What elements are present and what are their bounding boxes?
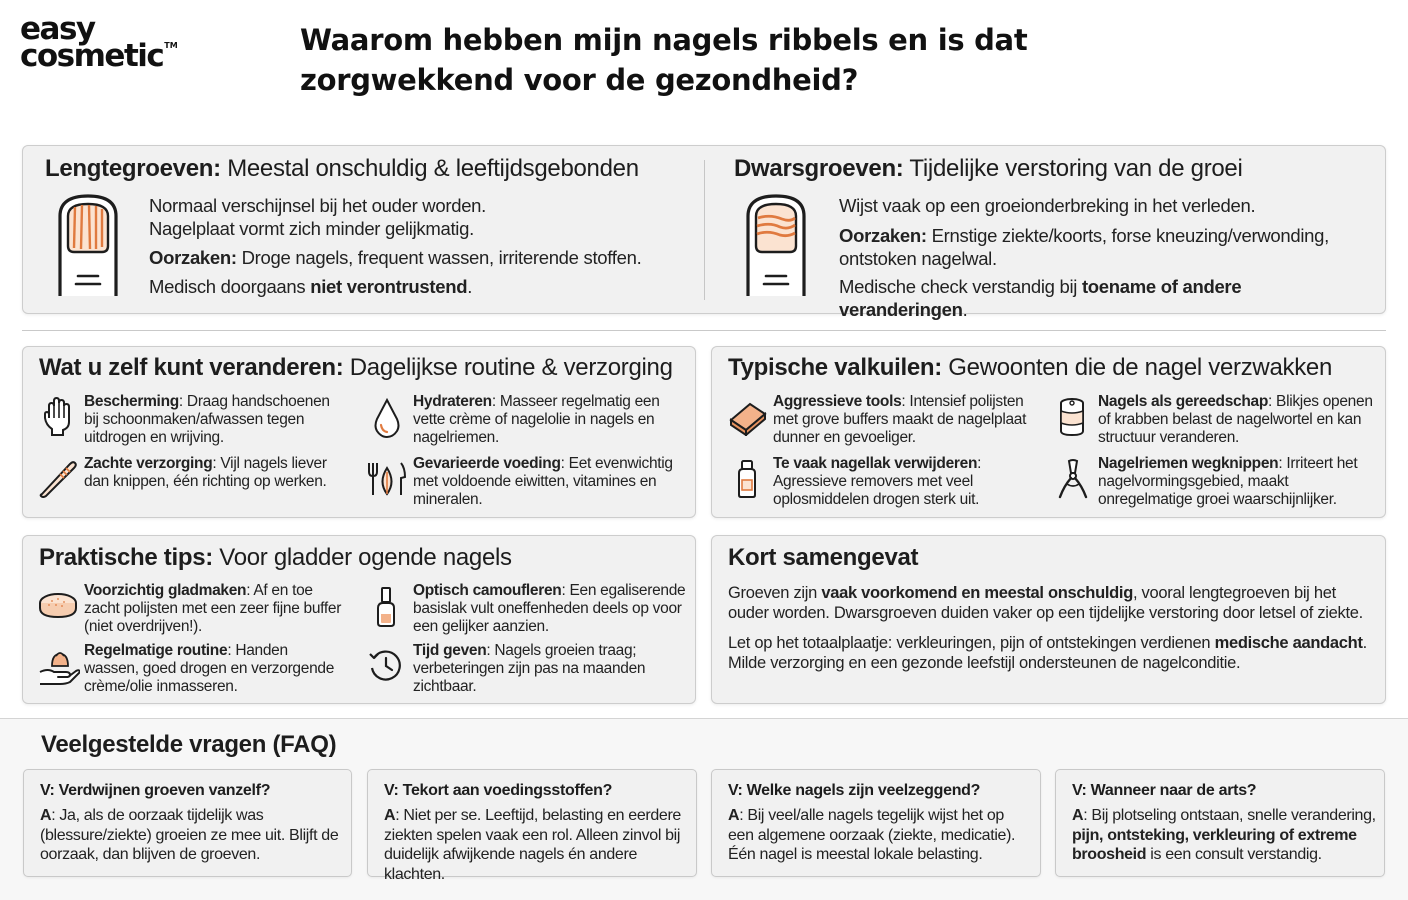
tips-heading: Praktische tips: Voor gladder ogende nagels <box>39 544 512 571</box>
page-title: Waarom hebben mijn nagels ribbels en is dat zorgwekkend voor de gezondheid? <box>300 23 1028 97</box>
faq-title: Veelgestelde vragen (FAQ) <box>41 731 337 758</box>
nail-file-icon <box>38 458 78 498</box>
remover-bottle-icon <box>734 459 760 499</box>
card-divider <box>704 160 705 300</box>
faq-card <box>1055 769 1385 877</box>
pitfall-item: Nagelriemen wegknippen: Irriteert het nagelvormingsgebied, maakt onregelmatige groei waarschijnlijker. <box>1098 455 1358 508</box>
faq-card <box>367 769 697 883</box>
pitfalls-heading: Typische valkuilen: Gewoonten die de nagel verzwakken <box>728 354 1332 381</box>
trademark-mark: TM <box>164 40 178 50</box>
self-change-item: Gevarieerde voeding: Eet evenwichtig met voldoende eiwitten, vitamines en mineralen. <box>413 455 673 508</box>
summary-heading: Kort samengevat <box>728 544 919 571</box>
brand-line2: cosmetic <box>20 37 164 74</box>
can-icon <box>1058 397 1086 437</box>
nail-vertical-ridges-icon <box>52 192 124 300</box>
cross-grooves-heading: Dwarsgroeven: Tijdelijke verstoring van de groei <box>734 155 1243 182</box>
self-change-item: Bescherming: Draag handschoenen bij schoonmaken/afwassen tegen uitdrogen en wrijving. <box>84 393 330 446</box>
length-grooves-medical: Medisch doorgaans niet verontrustend. <box>149 276 473 297</box>
glove-icon <box>43 396 73 438</box>
summary-paragraph-2: Let op het totaalplaatje: verkleuringen, pijn of ontstekingen verdienen medische aandacht. Milde verzorging en een gezonde leefstijl ondersteunen de nagelconditie. <box>728 634 1367 672</box>
tip-item: Regelmatige routine: Handen wassen, goed drogen en verzorgende crème/olie inmasseren. <box>84 642 335 695</box>
nail-horizontal-grooves-icon <box>740 192 812 300</box>
length-grooves-heading: Lengtegroeven: Meestal onschuldig & leeftijdsgebonden <box>45 155 639 182</box>
faq-card <box>23 769 352 877</box>
faq-answer: A: Bij veel/alle nagels tegelijk wijst het op een algemene oorzaak (ziekte, medicatie). Één nagel is meestal lokale belasting. <box>728 807 1016 863</box>
self-change-heading: Wat u zelf kunt veranderen: Dagelijkse routine & verzorging <box>39 354 673 381</box>
cross-grooves-medical: Medische check verstandig bij toename of andere veranderingen. <box>839 276 1242 320</box>
length-grooves-intro: Normaal verschijnsel bij het ouder worden. Nagelplaat vormt zich minder gelijkmatig. <box>149 195 487 239</box>
cutlery-leaf-icon <box>366 460 408 498</box>
tip-item: Tijd geven: Nagels groeien traag; verbeteringen zijn pas na maanden zichtbaar. <box>413 642 646 695</box>
faq-answer: A: Bij plotseling ontstaan, snelle verandering, pijn, ontsteking, verkleuring of extreme broosheid is een consult verstandig. <box>1072 807 1376 863</box>
faq-question: V: Welke nagels zijn veelzeggend? <box>728 782 981 799</box>
faq-card <box>711 769 1041 877</box>
faq-answer: A: Ja, als de oorzaak tijdelijk was (blessure/ziekte) groeien ze mee uit. Blijft de oorzaak, dan blijven de groeven. <box>40 807 339 863</box>
brand-line1: easy <box>20 11 95 47</box>
buffer-pad-icon <box>38 591 78 621</box>
pitfall-item: Nagels als gereedschap: Blikjes openen of krabben belast de nagelwortel en kan structuur veranderen. <box>1098 393 1373 446</box>
pitfall-item: Te vaak nagellak verwijderen: Agressieve removers met veel oplosmiddelen drogen sterk uit. <box>773 455 982 508</box>
faq-question: V: Tekort aan voedingsstoffen? <box>384 782 613 799</box>
polish-bottle-icon <box>374 586 398 628</box>
faq-question: V: Wanneer naar de arts? <box>1072 782 1257 799</box>
tip-item: Optisch camoufleren: Een egaliserende basislak vult oneffenheden deels op voor een gelijker aanzien. <box>413 582 686 635</box>
cream-hand-icon <box>38 646 80 686</box>
faq-question: V: Verdwijnen groeven vanzelf? <box>40 782 271 799</box>
buffer-block-icon <box>728 398 768 436</box>
droplet-icon <box>373 397 401 439</box>
self-change-item: Zachte verzorging: Vijl nagels liever dan knippen, één richting op werken. <box>84 455 327 490</box>
cross-grooves-intro: Wijst vaak op een groeionderbreking in het verleden. <box>839 195 1256 216</box>
faq-answer: A: Niet per se. Leeftijd, belasting en eerdere ziekten spelen vaak een rol. Alleen zinvol bij duidelijk afwijkende nagels én andere klachten. <box>384 807 681 883</box>
cross-grooves-causes: Oorzaken: Ernstige ziekte/koorts, forse kneuzing/verwonding, ontstoken nagelwal. <box>839 225 1329 269</box>
summary-paragraph-1: Groeven zijn vaak voorkomend en meestal onschuldig, vooral lengtegroeven bij het ouder worden. Dwarsgroeven duiden vaker op een tijdelijke verstoring door letsel of ziekte. <box>728 584 1363 622</box>
cuticle-nipper-icon <box>1056 458 1090 500</box>
length-grooves-causes: Oorzaken: Droge nagels, frequent wassen, irriterende stoffen. <box>149 247 642 268</box>
self-change-item: Hydrateren: Masseer regelmatig een vette crème of nagelolie in nagels en nagelriemen. <box>413 393 660 446</box>
clock-icon <box>368 648 404 684</box>
tip-item: Voorzichtig gladmaken: Af en toe zacht polijsten met een zeer fijne buffer (niet overdrijven!). <box>84 582 342 635</box>
brand-logo <box>20 11 178 74</box>
section-divider <box>22 330 1386 331</box>
pitfall-item: Aggressieve tools: Intensief polijsten met grove buffers maakt de nagelplaat dunner en gevoeliger. <box>773 393 1027 446</box>
